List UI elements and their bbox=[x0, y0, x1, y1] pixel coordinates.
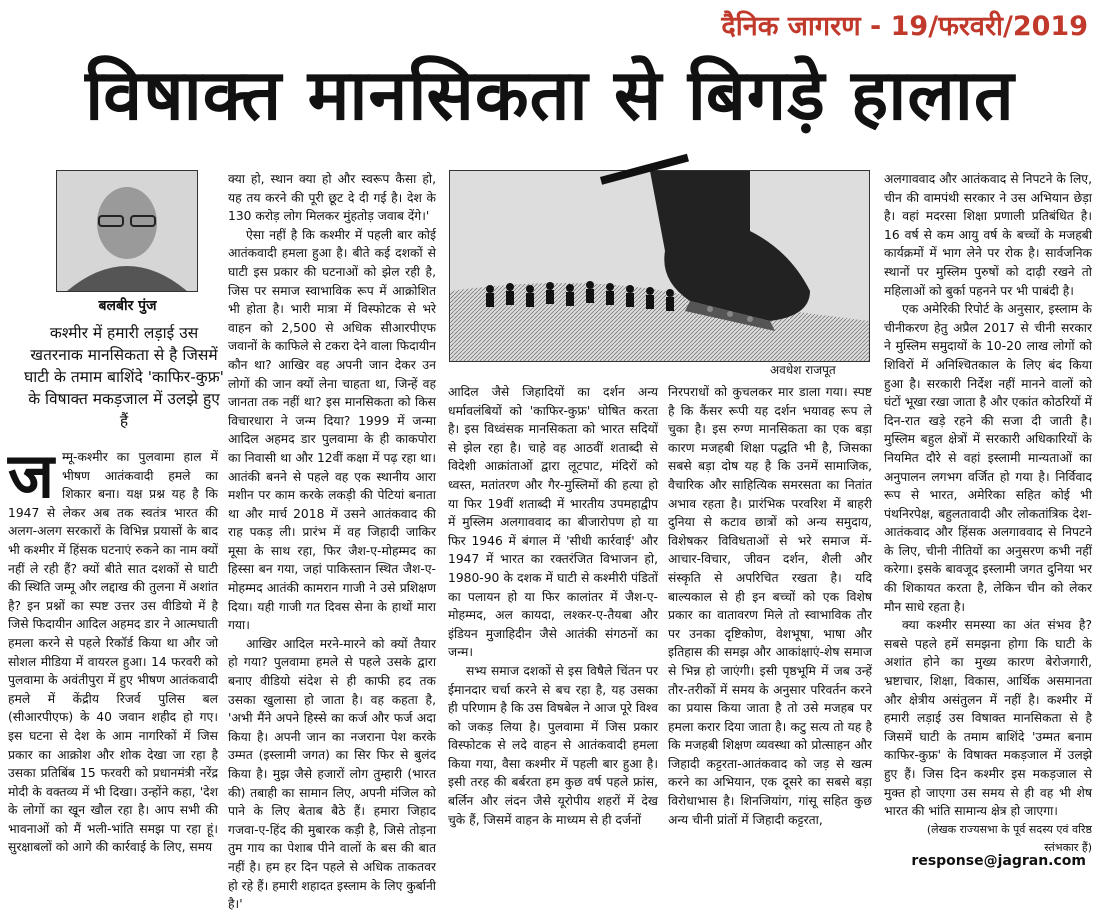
illustration-credit: अवधेश राजपूत bbox=[770, 363, 836, 377]
paragraph: एक अमेरिकी रिपोर्ट के अनुसार, इस्लाम के चीनीकरण हेतु अप्रैल 2017 से चीनी सरकार ने मुस्लिम समुदायों के 10-20 लाख लोगों को शिविरों में अनिश्चितकाल के लिए बंद किया हुआ है। सरकारी निर्देश नहीं मानने वालों को घंटों भूखा रखा जाता है और एकांत कोठरियों में दिन-रात खड़े रहने की सजा दी जाती है। मुस्लिम बहुल क्षेत्रों में सरकारी अधिकारियों के नियमित दौरे से वहां इस्लामी मान्यताओं का अनुपालन लगभग वर्जित हो गया है। निर्विवाद रूप से भारत, अमेरिका सहित कोई भी पंथनिरपेक्ष, बहुलतावादी और लोकतांत्रिक देश-आतंकवाद और हिंसक अलगाववाद से निपटने के लिए, चीनी नीतियों का अनुसरण कभी नहीं करेगा। इसके बावजूद इस्लामी जगत दुनिया भर की शिकायत करता है, लेकिन चीन को लेकर मौन साधे रहता है। bbox=[884, 302, 1092, 614]
author-portrait-icon bbox=[57, 171, 197, 291]
article-column-1 bbox=[8, 439, 218, 873]
paragraph: ऐसा नहीं है कि कश्मीर में पहली बार कोई आतंकवादी हमला हुआ है। बीते कई दशकों से घाटी इस प्रकार की घटनाओं को झेल रही है, जिस पर समाज स्वाभाविक रूप में आक्रोशित भी होता है। भारी मात्रा में विस्फोटक से भरे वाहन को 2,500 से अधिक सीआरपीएफ जवानों के काफिले से टकरा देने वाला फिदायीन कौन था? आखिर वह अपनी जान देकर उन लोगों की जान क्यों लेना चाहता था, जिन्हें वह जानता तक नहीं था? इस मानसिकता को किस विचारधारा ने जन्म दिया? 1999 में जन्मा आदिल अहमद डार पुलवामा के ही काकपोरा का निवासी था और 12वीं कक्षा में पढ़ रहा था। आतंकी बनने से पहले वह एक स्थानीय आरा मशीन पर काम करके लकड़ी की पेटियां बनाता था और मार्च 2018 में उसने आतंकवाद की राह पकड़ ली। प्रारंभ में वह जिहादी जाकिर मूसा के साथ रहा, फिर जैश-ए-मोहम्मद का हिस्सा बन गया, जहां पाकिस्तान स्थित जैश-ए-मोहम्मद आतंकी कामरान गाजी ने उसे प्रशिक्षण दिया। यही गाजी गत दिवस सेना के हाथों मारा गया। bbox=[228, 227, 436, 633]
paragraph: आदिल जैसे जिहादियों का दर्शन अन्य धर्मावलंबियों को 'काफिर-कुफ्र' घोषित करता है। इस विध्वंसक मानसिकता को भारत सदियों से झेल रहा है। चाहे वह आठवीं शताब्दी से विदेशी आक्रांताओं द्वारा लूटपाट, मंदिरों को ध्वस्त, मतांतरण और गैर-मुस्लिमों की हत्या हो या फिर 19वीं शताब्दी में भारतीय उपमहाद्वीप में मुस्लिम अलगाववाद का बीजारोपण हो या फिर 1946 में बंगाल में 'सीधी कार्रवाई' और 1947 में भारत का रक्तरंजित विभाजन हो, 1980-90 के दशक में घाटी से कश्मीरी पंडितों का पलायन हो या फिर कालांतर में जैश-ए-मोहम्मद, अल कायदा, लश्कर-ए-तैयबा और इंडियन मुजाहिदीन जैसे आतंकी संगठनों का जन्म। bbox=[448, 385, 658, 660]
drop-cap: ज bbox=[8, 439, 55, 512]
paragraph: अलगाववाद और आतंकवाद से निपटने के लिए, चीन की वामपंथी सरकार ने उस अभियान छेड़ा है। वहां मदरसा शिक्षा प्रणाली प्रतिबंधित है। 16 वर्ष से कम आयु वर्ष के बच्चों के मजहबी कार्यक्रमों में भाग लेने पर रोक है। सार्वजनिक स्थानों पर मुस्लिम पुरुषों को दाढ़ी रखने तो महिलाओं को बुर्का पहनने पर भी पाबंदी है। bbox=[884, 172, 1092, 298]
author-photo bbox=[56, 170, 198, 292]
paragraph: म्मू-कश्मीर का पुलवामा हाल में भीषण आतंकवादी हमले का शिकार बना। यक्ष प्रश्न यह है कि 1947 से लेकर अब तक स्वतंत्र भारत की अलग-अलग सरकारों के विभिन्न प्रयासों के बाद भी कश्मीर में हिंसक घटनाएं रुकने का नाम क्यों नहीं ले रही हैं? क्यों बीते सात दशकों से घाटी की स्थिति जम्मू और लद्दाख की तुलना में अशांत है? इन प्रश्नों का स्पष्ट उत्तर उस वीडियो में है जिसे फिदायीन आदिल अहमद डार ने आत्मघाती हमला करने से पहले रिकॉर्ड किया था और जो सोशल मीडिया में वायरल हुआ। 14 फरवरी को पुलवामा के अवंतीपुरा में हुए भीषण आतंकवादी हमले में केंद्रीय रिजर्व पुलिस बल (सीआरपीएफ) के 40 जवान शहीद हो गए। इस घटना से देश के आम नागरिकों में जिस प्रकार का आक्रोश और शोक देखा जा रहा है उसका प्रतिबिंब 15 फरवरी को प्रधानमंत्री नरेंद्र मोदी के वक्तव्य में भी दिखा। उन्होंने कहा, 'देश के लोगों का खून खौल रहा है। आप सभी की भावनाओं को मैं भली-भांति समझ पा रहा हूं। सुरक्षाबलों को आगे की कार्रवाई के लिए, समय bbox=[8, 450, 218, 855]
paragraph: निरपराधों को कुचलकर मार डाला गया। स्पष्ट है कि कैंसर रूपी यह दर्शन भयावह रूप ले चुका है। इस रुग्ण मानसिकता का एक बड़ा कारण मजहबी शिक्षा पद्धति भी है, जिसका सबसे बड़ा दोष यह है कि उनमें सामाजिक, वैचारिक और साहित्यिक समरसता का नितांत अभाव रहता है। प्रारंभिक परवरिश में बाहरी दुनिया से कटाव छात्रों को अन्य समुदाय, विशेषकर विविधताओं से भरे समाज में-आचार-विचार, जीवन दर्शन, शैली और संस्कृति से अपरिचित रखता है। यदि बाल्यकाल से ही इन बच्चों को एक विशेष प्रकार का वातावरण मिले तो स्वाभाविक तौर पर उनका दृष्टिकोण, वेशभूषा, भाषा और इतिहास की समझ और आकांक्षाएं-शेष समाज से भिन्न हो जाएंगी। इसी पृष्ठभूमि में जब उन्हें तौर-तरीकों में समय के अनुसार परिवर्तन करने का प्रयास किया जाता है तो उसे मजहब पर हमला करार दिया जाता है। कटु सत्य तो यह है कि मजहबी शिक्षण व्यवस्था को प्रोत्साहन और जिहादी कट्टरता-आतंकवाद को जड़ से खत्म करने का अभियान, एक दूसरे का सबसे बड़ा विरोधाभास है। शिनजियांग, गांसू सहित कुछ अन्य चीनी प्रांतों में जिहादी कट्टरता, bbox=[668, 385, 872, 827]
article-column-4 bbox=[668, 383, 872, 873]
paragraph: आखिर आदिल मरने-मारने को क्यों तैयार हो गया? पुलवामा हमले से पहले उसके द्वारा बनाए वीडियो संदेश से ही काफी हद तक उसका खुलासा हो जाता है। वह कहता है, 'अभी मैंने अपने हिस्से का कर्ज और फर्ज अदा किया है। अपनी जान का नजराना पेश करके उम्मत (इस्लामी जगत) का सिर फिर से बुलंद किया है। मुझ जैसे हजारों लोग तुम्हारी (भारत की) तबाही का सामान लिए, अपनी मंजिल को पाने के लिए बेताब बैठे हैं। हमारा जिहाद गजवा-ए-हिंद की मुबारक कड़ी है, जिसे तोड़ना तुम गाय का पेशाब पीने वालों के बस की बात नहीं है। हम हर दिन पहले से अधिक ताकतवर हो रहे हैं। हमारी शहादत इस्लाम के लिए कुर्बानी है।' bbox=[228, 636, 436, 912]
author-note: (लेखक राज्यसभा के पूर्व सदस्य एवं वरिष्ठ स्तंभकार हैं) bbox=[926, 822, 1092, 855]
masthead: दैनिक जागरण - 19/फरवरी/2019 bbox=[721, 11, 1088, 42]
pull-quote: कश्मीर में हमारी लड़ाई उस खतरनाक मानसिकता से है जिसमें घाटी के तमाम बाशिंदे 'काफिर-कुफ्र' के विषाक्त मकड़जाल में उलझे हुए हैं bbox=[24, 324, 224, 430]
article-column-3 bbox=[448, 383, 658, 873]
response-email[interactable]: response@jagran.com bbox=[911, 853, 1086, 869]
paragraph: क्या हो, स्थान क्या हो और स्वरूप कैसा हो, यह तय करने की पूरी छूट दे दी गई है। देश के 130 करोड़ लोग मिलकर मुंहतोड़ जवाब देंगे।' bbox=[228, 172, 436, 224]
article-column-2 bbox=[228, 170, 436, 912]
author-name: बलबीर पुंज bbox=[98, 298, 157, 314]
headline: विषाक्त मानसिकता से बिगड़े हालात bbox=[85, 54, 1015, 136]
illustration bbox=[449, 170, 870, 362]
paragraph: क्या कश्मीर समस्या का अंत संभव है? सबसे पहले हमें समझना होगा कि घाटी के अशांत होने का मुख्य कारण बेरोजगारी, भ्रष्टाचार, शिक्षा, विकास, आर्थिक असमानता और क्षेत्रीय असंतुलन में नहीं है। कश्मीर में हमारी लड़ाई उस विषाक्त मानसिकता से है जिसमें घाटी के तमाम बाशिंदे 'उम्मत बनाम काफिर-कुफ्र' के विषाक्त मकड़जाल में उलझे हुए हैं। जिस दिन कश्मीर इस मकड़जाल से मुक्त हो जाएगा उस समय से ही वह भी शेष भारत की भांति सामान्य क्षेत्र हो जाएगा। bbox=[884, 618, 1092, 819]
boot-crushing-crowd-illustration bbox=[450, 171, 869, 361]
article-column-5 bbox=[884, 170, 1092, 855]
paragraph: सभ्य समाज दशकों से इस विषैले चिंतन पर ईमानदार चर्चा करने से बच रहा है, यह उसका ही परिणाम है कि उस विषबेल ने आज पूरे विश्व को जकड़ लिया है। पुलवामा में जिस प्रकार विस्फोटक से लदे वाहन से आतंकवादी हमला किया गया, वैसा कश्मीर में पहली बार हुआ है। इसी तरह की बर्बरता हम कुछ वर्ष पहले फ्रांस, बर्लिन और लंदन जैसे यूरोपीय शहरों में देख चुके हैं, जिसमें वाहन के माध्यम से ही दर्जनों bbox=[448, 663, 658, 827]
